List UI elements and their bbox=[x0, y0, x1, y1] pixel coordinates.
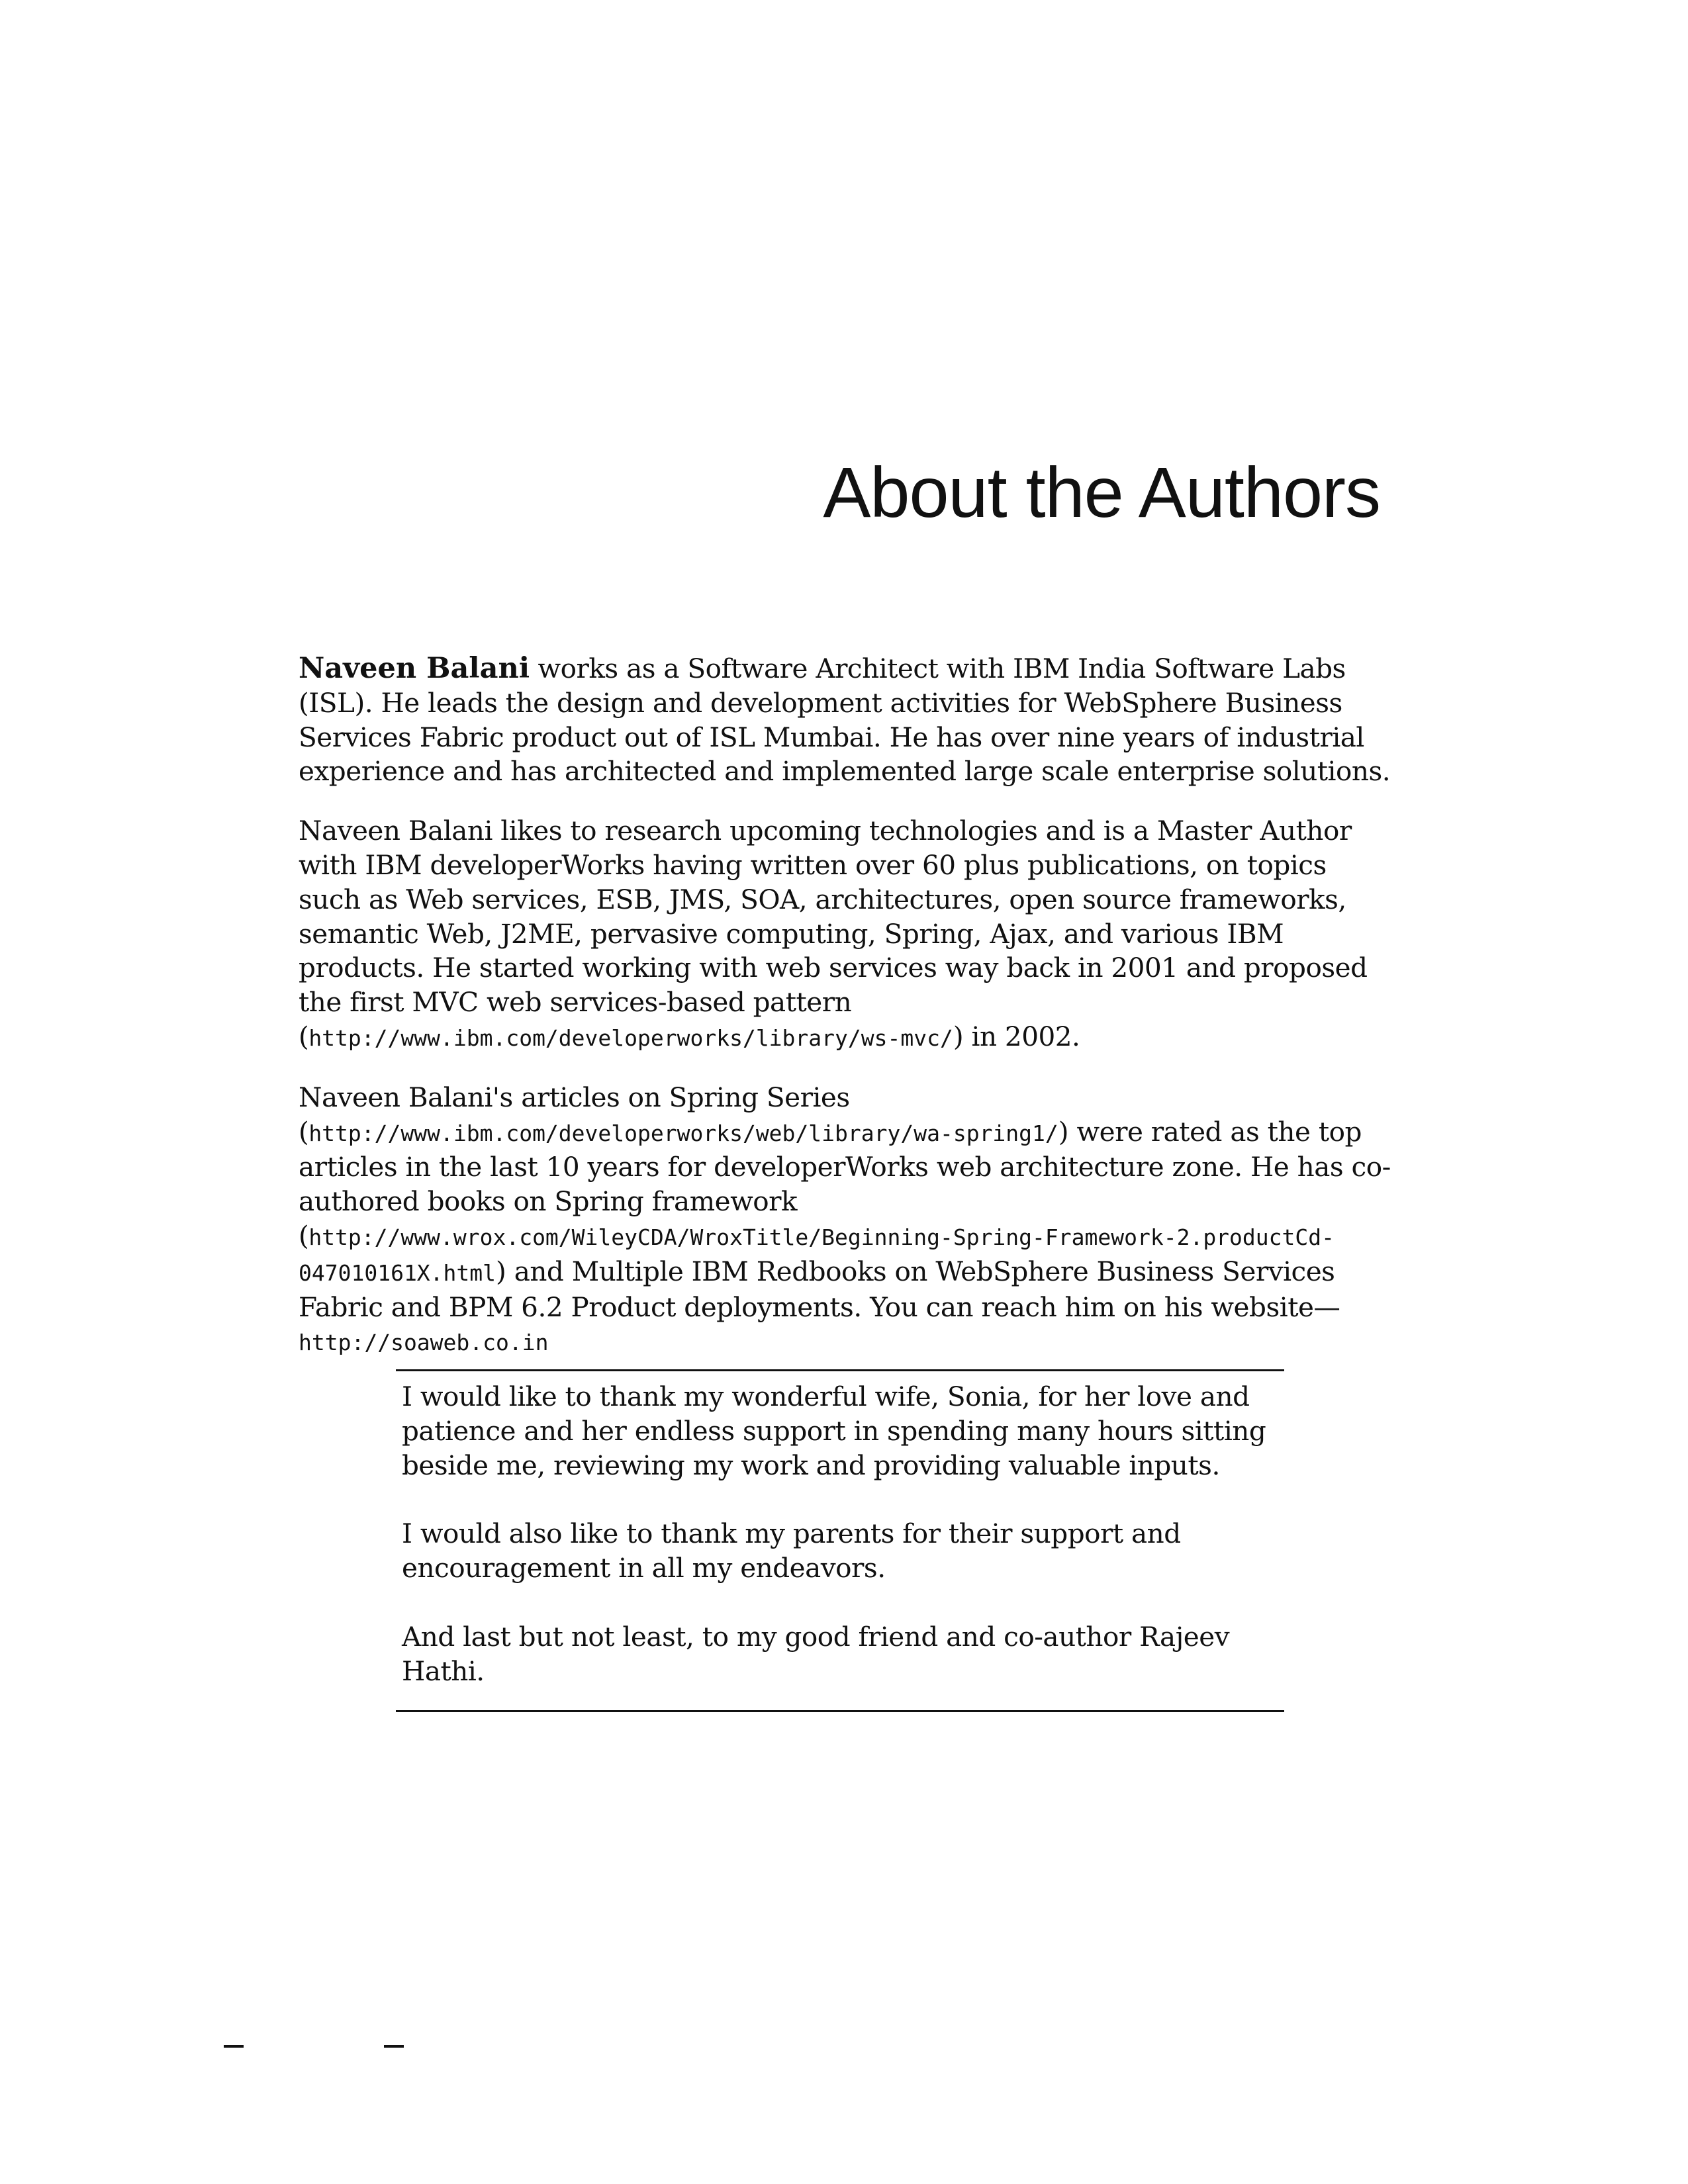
bio-paragraph bbox=[299, 652, 1391, 789]
bio-text: ) and Multiple IBM Redbooks on WebSphere Business Services Fabric and BPM 6.2 Product deployments. You can reach him on his website— bbox=[299, 1255, 1340, 1323]
acknowledgement-paragraph: And last but not least, to my good friend and co-author Rajeev Hathi. bbox=[402, 1620, 1230, 1687]
wrox-book-url[interactable]: http://www.wrox.com/WileyCDA/WroxTitle/Beginning-Spring-Framework-2.productCd-047010161X.html bbox=[299, 1224, 1335, 1286]
crop-mark-left bbox=[224, 2045, 244, 2048]
acknowledgement-paragraph: I would also like to thank my parents for their support and encouragement in all my endeavors. bbox=[402, 1518, 1181, 1584]
bio-text: ) in 2002. bbox=[953, 1020, 1080, 1052]
website-url[interactable]: http://soaweb.co.in bbox=[299, 1330, 549, 1356]
bio-text: Naveen Balani's articles on Spring Series ( bbox=[299, 1081, 850, 1148]
ibm-mvc-url[interactable]: http://www.ibm.com/developerworks/library/ws-mvc/ bbox=[308, 1024, 953, 1051]
bio-text: Naveen Balani likes to research upcoming technologies and is a Master Author with IBM developerWorks having written over 60 plus publications, on topics such as Web services, ESB, JMS, SOA, architectures, open source frameworks, semantic Web, J2ME, pervasive computing, Spring, Ajax, and various IBM products. He started working with web services way back in 2001 and proposed the first MVC web services-based pattern ( bbox=[299, 815, 1368, 1052]
bio-paragraph bbox=[299, 814, 1391, 1056]
spring-series-url[interactable]: http://www.ibm.com/developerworks/web/library/wa-spring1/ bbox=[308, 1120, 1058, 1146]
acknowledgement-text bbox=[402, 1380, 1276, 1723]
acknowledgement-paragraph: I would like to thank my wonderful wife, Sonia, for her love and patience and her endless support in spending many hours sitting beside me, reviewing my work and providing valuable inputs. bbox=[402, 1381, 1266, 1481]
page-title: About the Authors bbox=[823, 452, 1380, 532]
bio-text: works as a Software Architect with IBM India Software Labs (ISL). He leads the design and development activities for WebSphere Business Services Fabric product out of ISL Mumbai. He has over nine years of industrial experience and has architected and implemented large scale enterprise solutions. bbox=[299, 653, 1391, 788]
bio-paragraph bbox=[299, 1081, 1391, 1360]
bio-text: ) were rated as the top articles in the last 10 years for developerWorks web architecture zone. He has co-authored books on Spring framework ( bbox=[299, 1115, 1391, 1251]
author-name: Naveen Balani bbox=[299, 652, 530, 685]
crop-mark-right bbox=[384, 2045, 404, 2048]
author-bio bbox=[299, 652, 1391, 1385]
